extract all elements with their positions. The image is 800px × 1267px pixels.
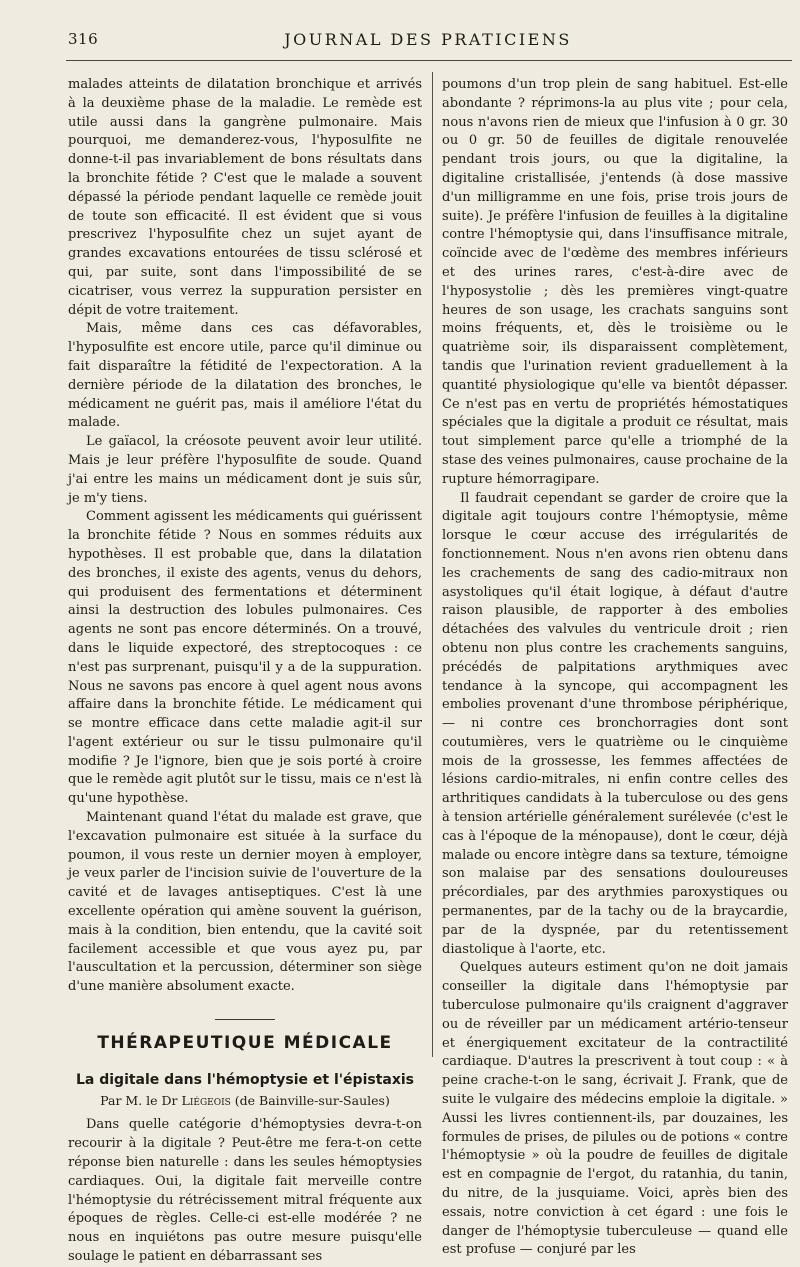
body-paragraph: Il faudrait cependant se garder de croire que la digitale agit toujours contre l'hémoptysie, même lorsque le cœur accuse des irrégularités de fonctionnement. Nous n'en avons rien obtenu dans les crachements de sang des cadio-mitraux non asystoliques qu'il était logique, à défaut d'autre raison plausible, de rapporter à des embolies détachées des valvules du ventricule droit ; rien obtenu non plus contre les crachements sanguins, précédés de palpitations arythmiques avec tendance à la syncope, qui accompagnent les embolies provenant d'une thrombose périphérique, — ni contre ces bronchorragies dont sont coutumières, vers le quatrième ou le cinquième mois de la grossesse, les femmes affectées de lésions cardio-mitrales, ni enfin contre celles des arthritiques candidats à la tuberculose ou des gens à tension artérielle généralement surélevée (c'est le cas à l'époque de la ménopause), dont le cœur, déjà malade ou encore intègre dans sa texture, témoigne son malaise par des sensations douloureuses précordiales, par des arythmies paroxystiques ou permanentes, par de la tachy ou de la braycardie, par de la dyspnée, par du retentissement diastolique à l'aorte, etc. bbox=[442, 490, 788, 957]
right-column bbox=[442, 76, 788, 1260]
article-paragraph: Dans quelle catégorie d'hémoptysies devra-t-on recourir à la digitale ? Peut-être me fera-t-on cette réponse bien naturelle : dans les seules hémoptysies cardiaques. Oui, la digitale fait merveille contre l'hémoptysie du rétrécissement mitral fréquente aux époques de règles. Celle-ci est-elle modérée ? ne nous en inquiétons pas outre mesure puisqu'elle soulage le patient en débarrassant ses bbox=[68, 1117, 422, 1265]
page-number: 316 bbox=[68, 30, 99, 48]
body-paragraph: Le gaïacol, la créosote peuvent avoir leur utilité. Mais je leur préfère l'hyposulfite de soude. Quand j'ai entre les mains un médicament dont je suis sûr, je m'y tiens. bbox=[68, 434, 422, 506]
body-paragraph: Quelques auteurs estiment qu'on ne doit jamais conseiller la digitale dans l'hémoptysie par tuberculose pulmonaire qu'ils craignent d'aggraver ou de réveiller par un médicament artério-tenseur et énergiquement excitateur de la contractilité cardiaque. D'autres la prescrivent à tout coup : « à peine crache-t-on le sang, écrivait J. Frank, que de suite le vulgaire des médecins emploie la digitale. » Aussi les livres contiennent-ils, par douzaines, les formules de prises, de pilules ou de potions « contre l'hémoptysie » où la poudre de feuilles de digitale est en compagnie de l'ergot, du ratanhia, du tanin, du nitre, de la jusquiame. Voici, après bien des essais, notre conviction à cet égard : une fois le danger de l'hémoptysie tuberculeuse — quand elle est profuse — conjuré par les bbox=[442, 960, 788, 1258]
byline-prefix: Par M. le Dr bbox=[100, 1092, 182, 1108]
body-paragraph: poumons d'un trop plein de sang habituel. Est-elle abondante ? réprimons-la au plus vite ; pour cela, nous n'avons rien de mieux que l'infusion à 0 gr. 30 ou 0 gr. 50 de feuilles de digitale renouvelée pendant trois jours, ou que la digitaline, la digitaline cristallisée, j'entends (à dose massive d'un milligramme en une fois, prise trois jours de suite). Je préfère l'infusion de feuilles à la digitaline contre l'hémoptysie qui, dans l'insuffisance mitrale, coïncide avec de l'œdème des membres inférieurs et des urines rares, c'est-à-dire avec de l'hyposystolie ; dès les premières vingt-quatre heures de son usage, les crachats sanguins sont moins fréquents, et, dès le troisième ou le quatrième soir, ils disparaissent complètement, tandis que l'urination revient graduellement à la quantité physiologique qu'elle va bientôt dépasser. Ce n'est pas en vertu de propriétés hémostatiques spéciales que la digitale a produit ce résultat, mais tout simplement parce qu'elle a triomphé de la stase des veines pulmonaires, cause prochaine de la rupture hémorragipare. bbox=[442, 77, 788, 487]
section-title: THÉRAPEUTIQUE MÉDICALE bbox=[68, 1019, 422, 1053]
left-column bbox=[68, 76, 422, 1267]
body-paragraph: Mais, même dans ces cas défavorables, l'hyposulfite est encore utile, parce qu'il diminue ou fait disparaître la fétidité de l'expectoration. A la dernière période de la dilatation des bronches, le médicament ne guérit pas, mais il améliore l'état du malade. bbox=[68, 321, 422, 431]
byline bbox=[68, 1092, 422, 1111]
header-rule bbox=[66, 60, 792, 61]
body-paragraph: Comment agissent les médicaments qui guérissent la bronchite fétide ? Nous en sommes réduits aux hypothèses. Il est probable que, dans la dilatation des bronches, il existe des agents, venus du dehors, qui produisent des fermentations et déterminent ainsi la destruction des lobules pulmonaires. Ces agents ne sont pas encore déterminés. On a trouvé, dans le liquide expectoré, des streptocoques : ce n'est pas surprenant, puisqu'il y a de la suppuration. Nous ne savons pas encore à quel agent nous avons affaire dans la bronchite fétide. Le médicament qui se montre efficace dans cette maladie agit-il sur l'agent extérieur ou sur le tissu pulmonaire qu'il modifie ? Je l'ignore, bien que je sois porté à croire que le remède agit plutôt sur le tissu, mais ce n'est là qu'une hypothèse. bbox=[68, 509, 422, 807]
byline-author: Liégeois bbox=[181, 1092, 231, 1108]
article-title: La digitale dans l'hémoptysie et l'épistaxis bbox=[75, 1071, 415, 1088]
body-paragraph: Maintenant quand l'état du malade est grave, que l'excavation pulmonaire est située à la surface du poumon, il vous reste un dernier moyen à employer, je veux parler de l'incision suivie de l'ouverture de la cavité et de lavages antiseptiques. C'est là une excellente opération qui amène souvent la guérison, mais à la condition, bien entendu, que la cavité soit facilement accessible et que vous ayez pu, par l'auscultation et la percussion, déterminer son siège d'une manière absolument exacte. bbox=[68, 810, 422, 995]
body-paragraph: malades atteints de dilatation bronchique et arrivés à la deuxième phase de la maladie. Le remède est utile aussi dans la gangrène pulmonaire. Mais pourquoi, me demanderez-vous, l'hyposulfite ne donne-t-il pas invariablement de bons résultats dans la bronchite fétide ? C'est que le malade a souvent dépassé la période pendant laquelle ce remède jouit de toute son efficacité. Il est évident que si vous prescrivez l'hyposulfite chez un sujet ayant de grandes excavations entourées de tissu sclérosé et qui, par suite, sont dans l'impossibilité de se cicatriser, vous verrez la suppuration persister en dépit de votre traitement. bbox=[68, 77, 422, 318]
byline-suffix: (de Bainville-sur-Saules) bbox=[230, 1092, 390, 1108]
column-divider bbox=[432, 72, 433, 1057]
running-title: JOURNAL DES PRATICIENS bbox=[284, 30, 572, 49]
page-header bbox=[68, 30, 788, 52]
